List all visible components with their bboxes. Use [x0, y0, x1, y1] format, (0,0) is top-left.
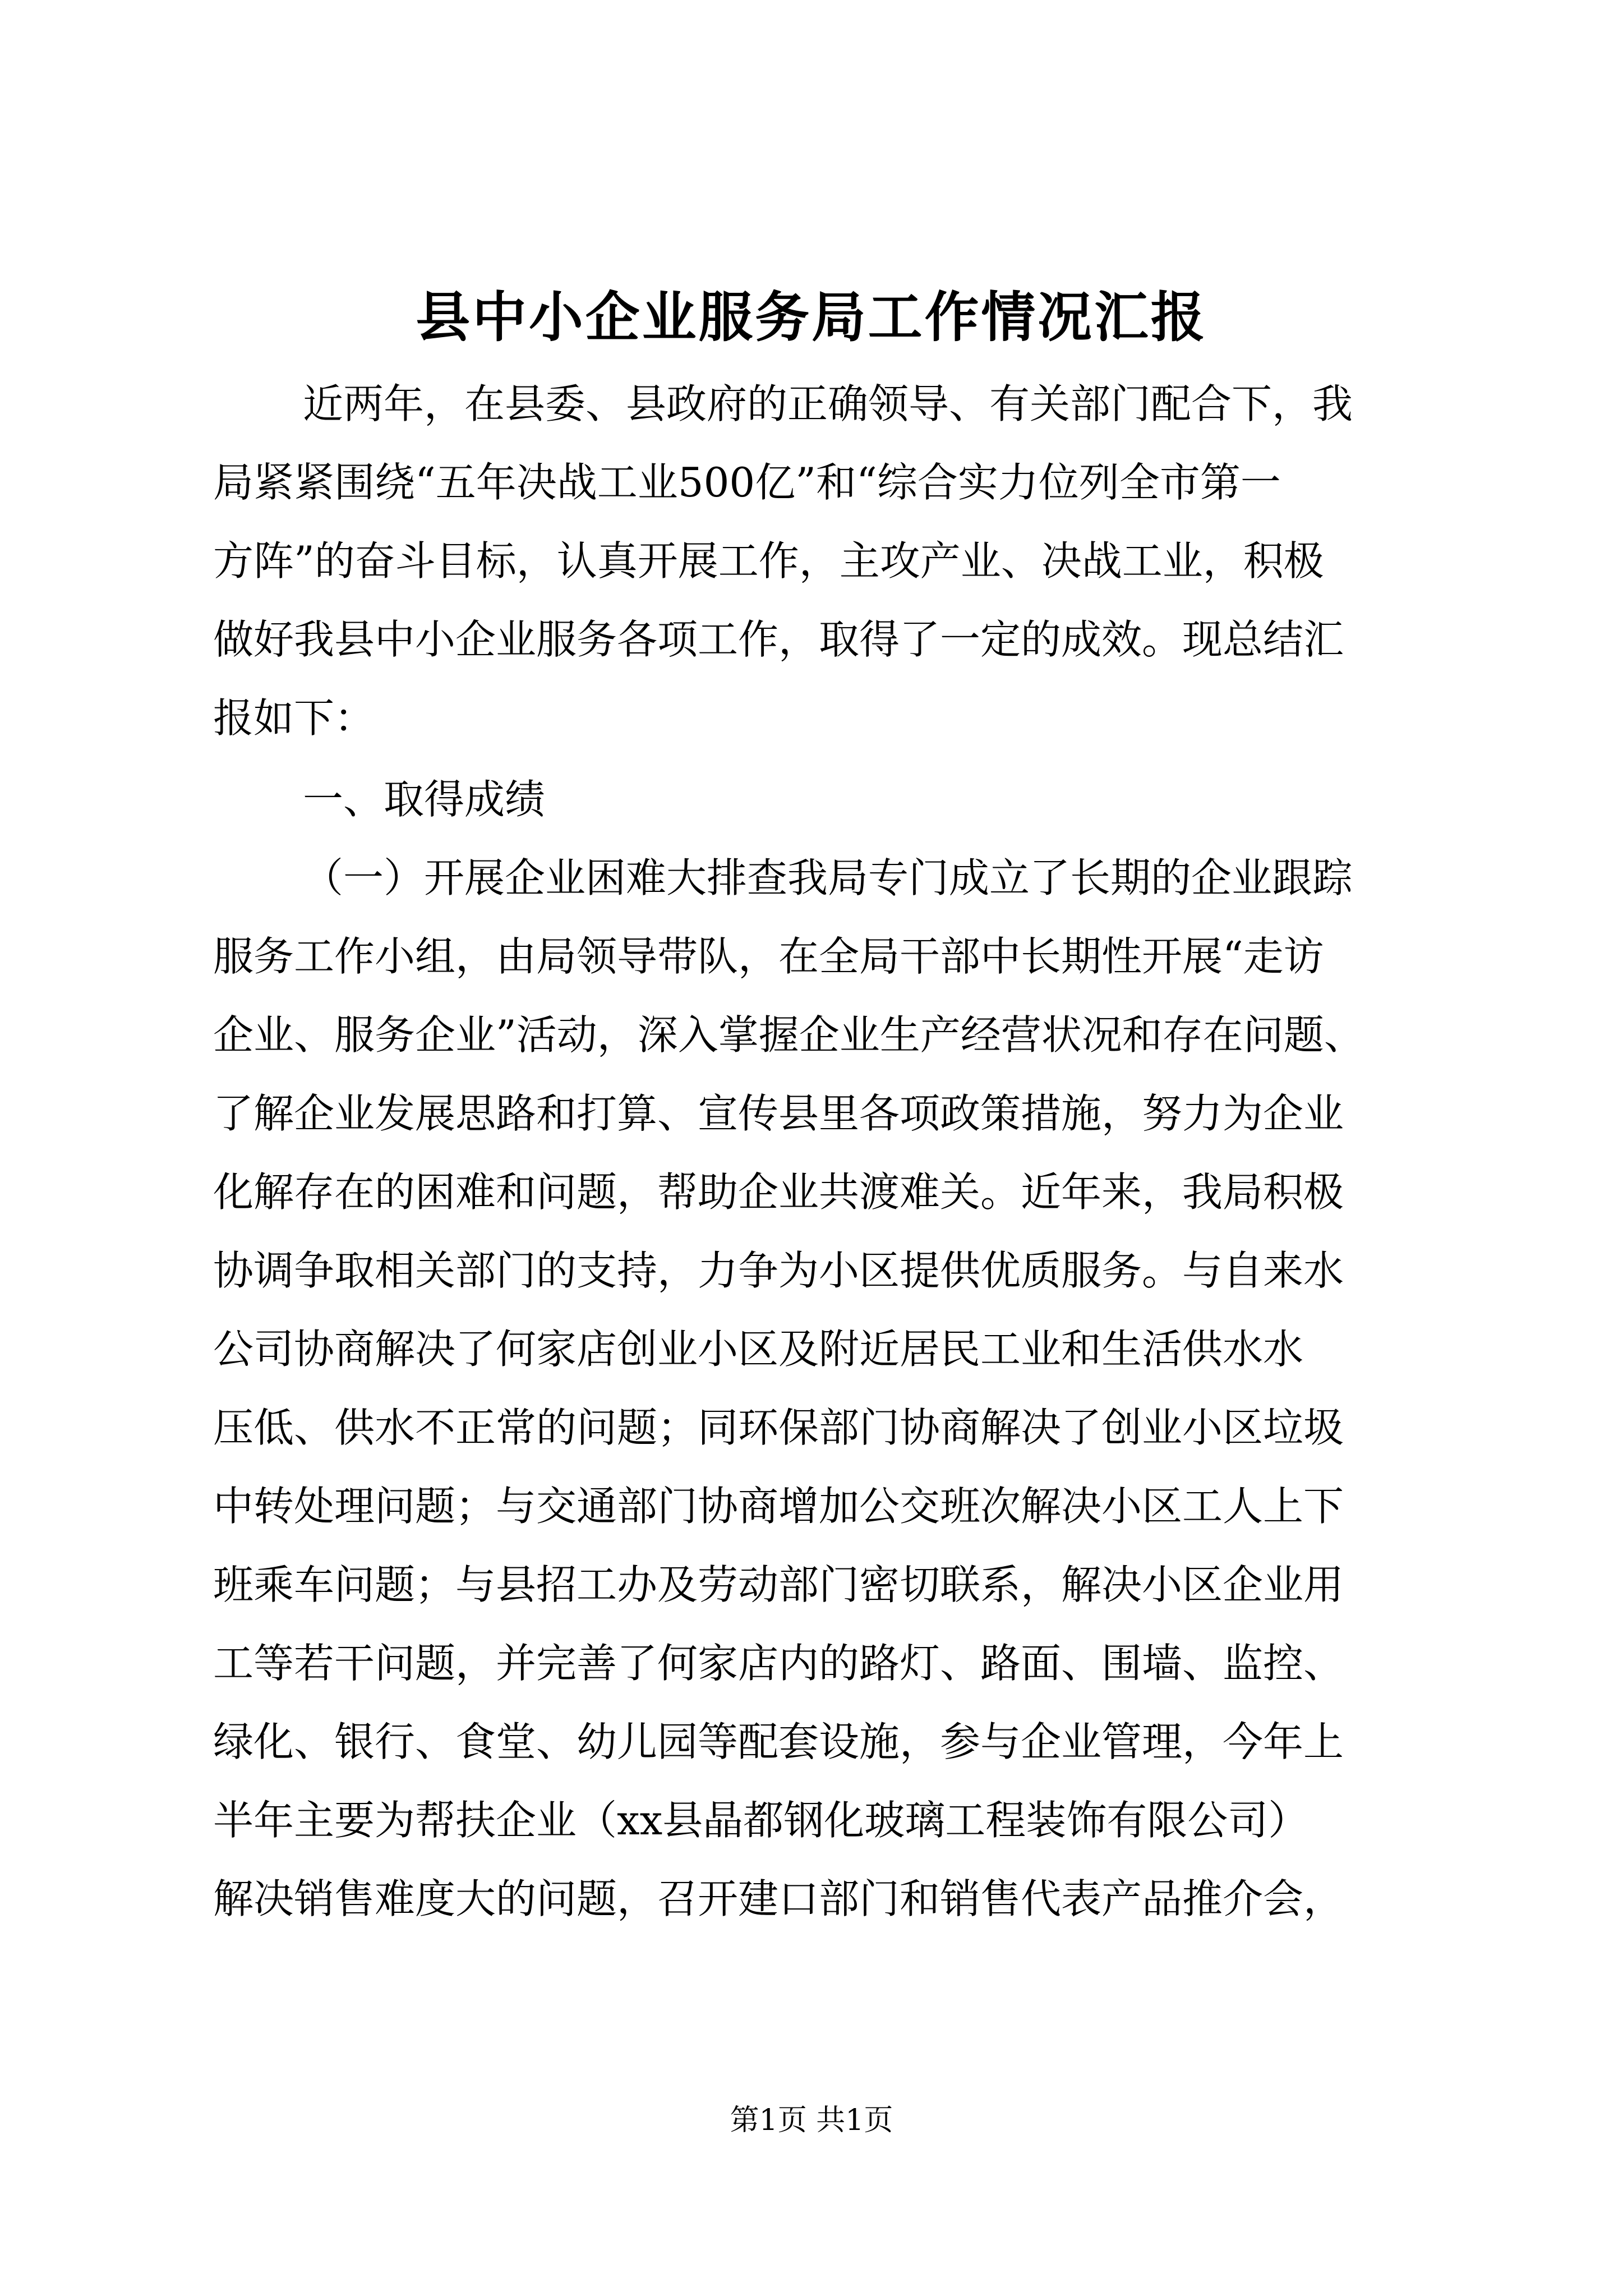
body-line: 中转处理问题；与交通部门协商增加公交班次解决小区工人上下 [213, 1483, 1344, 1530]
section-heading: 一、取得成绩 [303, 776, 546, 823]
body-line: 解决销售难度大的问题，召开建口部门和销售代表产品推介会， [213, 1875, 1344, 1922]
body-line: （一）开展企业困难大排查我局专门成立了长期的企业跟踪 [303, 854, 1353, 901]
body-line: 公司协商解决了何家店创业小区及附近居民工业和生活供水水 [213, 1326, 1304, 1373]
body-line: 化解存在的困难和问题，帮助企业共渡难关。近年来，我局积极 [213, 1168, 1344, 1216]
page-number-footer: 第1页 共1页 [730, 2104, 893, 2137]
body-line: 了解企业发展思路和打算、宣传县里各项政策措施，努力为企业 [213, 1090, 1344, 1137]
body-line: 协调争取相关部门的支持，力争为小区提供优质服务。与自来水 [213, 1247, 1344, 1294]
body-line: 报如下： [213, 694, 375, 742]
body-line: 局紧紧围绕“五年决战工业500亿”和“综合实力位列全市第一 [213, 459, 1281, 506]
body-line: 近两年，在县委、县政府的正确领导、有关部门配合下，我 [303, 380, 1353, 427]
body-line: 班乘车问题；与县招工办及劳动部门密切联系，解决小区企业用 [213, 1561, 1344, 1608]
body-line: 工等若干问题，并完善了何家店内的路灯、路面、围墙、监控、 [213, 1640, 1344, 1687]
body-line: 方阵”的奋斗目标，认真开展工作，主攻产业、决战工业，积极 [213, 537, 1324, 585]
body-line: 半年主要为帮扶企业（xx县晶都钢化玻璃工程装饰有限公司） [213, 1797, 1309, 1844]
body-line: 企业、服务企业”活动，深入掌握企业生产经营状况和存在问题、 [213, 1011, 1364, 1059]
body-line: 服务工作小组，由局领导带队，在全局干部中长期性开展“走访 [213, 933, 1324, 980]
document-title: 县中小企业服务局工作情况汇报 [416, 285, 1207, 349]
body-line: 做好我县中小企业服务各项工作，取得了一定的成效。现总结汇 [213, 616, 1344, 663]
body-line: 压低、供水不正常的问题；同环保部门协商解决了创业小区垃圾 [213, 1404, 1344, 1451]
body-line: 绿化、银行、食堂、幼儿园等配套设施，参与企业管理，今年上 [213, 1718, 1344, 1765]
